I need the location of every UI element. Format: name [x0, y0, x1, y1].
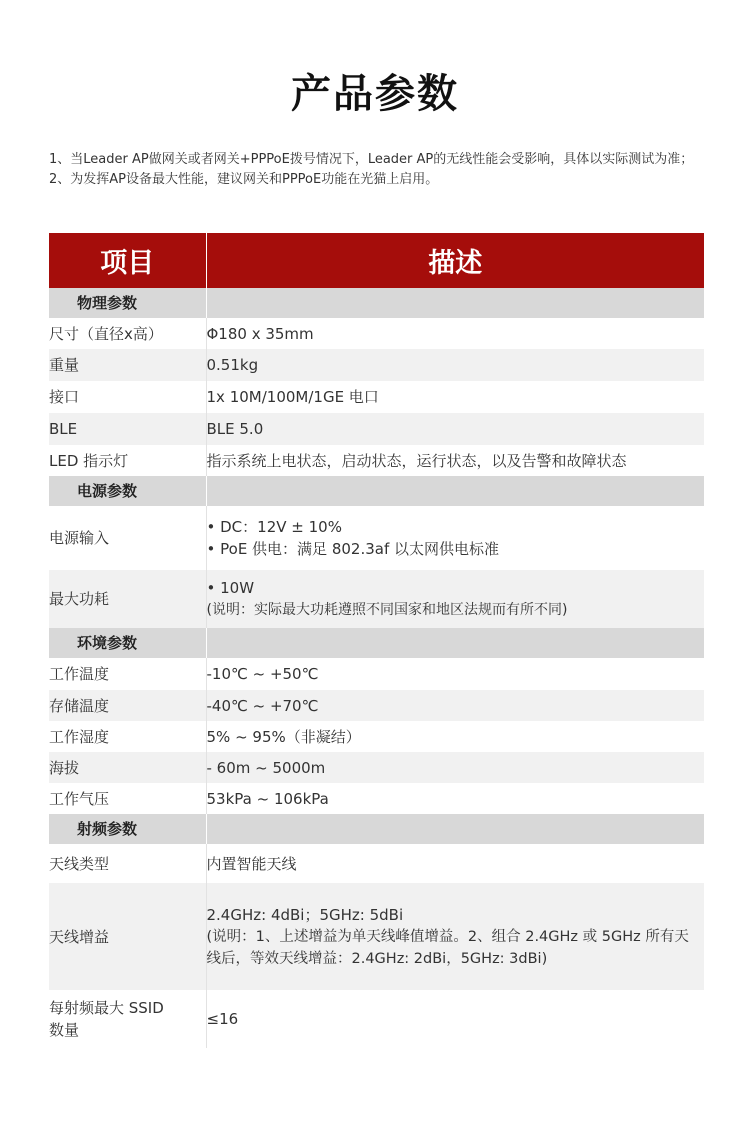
- section-row-physical: [49, 288, 704, 318]
- section-row-power: [49, 476, 704, 506]
- spec-table: [49, 233, 704, 1048]
- row-label: 天线增益: [49, 883, 206, 990]
- section-title: 物理参数: [49, 288, 206, 318]
- row-label: LED 指示灯: [49, 445, 206, 476]
- header-description: 描述: [206, 233, 704, 288]
- row-value: 内置智能天线: [206, 844, 704, 883]
- bullet-line: • 10W: [207, 577, 705, 599]
- table-row: [49, 690, 704, 721]
- row-value: 53kPa ~ 106kPa: [206, 783, 704, 814]
- table-row: [49, 318, 704, 349]
- row-label: 天线类型: [49, 844, 206, 883]
- row-value: 1x 10M/100M/1GE 电口: [206, 381, 704, 413]
- row-value: 5% ~ 95%（非凝结）: [206, 721, 704, 752]
- value-note: (说明：1、上述增益为单天线峰值增益。2、组合 2.4GHz 或 5GHz 所有天线后，等效天线增益：2.4GHz: 2dBi，5GHz: 3dBi): [206, 928, 689, 967]
- row-label: 存储温度: [49, 690, 206, 721]
- table-row: [49, 658, 704, 690]
- row-label: 工作湿度: [49, 721, 206, 752]
- note-1: 1、当Leader AP做网关或者网关+PPPoE拨号情况下，Leader AP的无线性能会受影响，具体以实际测试为准；: [49, 152, 694, 167]
- row-value: 指示系统上电状态，启动状态，运行状态，以及告警和故障状态: [206, 445, 704, 476]
- table-row: [49, 783, 704, 814]
- note-2: 2、为发挥AP设备最大性能，建议网关和PPPoE功能在光猫上启用。: [49, 172, 439, 187]
- table-header-row: [49, 233, 704, 288]
- value-line: 2.4GHz: 4dBi；5GHz: 5dBi: [206, 905, 404, 924]
- table-row: [49, 349, 704, 381]
- bullet-line: • PoE 供电：满足 802.3af 以太网供电标准: [207, 538, 705, 560]
- table-row: [49, 844, 704, 883]
- row-label: 尺寸（直径x高）: [49, 318, 206, 349]
- table-row: [49, 570, 704, 628]
- table-row: [49, 990, 704, 1048]
- row-label: 工作气压: [49, 783, 206, 814]
- row-label: 接口: [49, 381, 206, 413]
- row-value: [206, 570, 704, 628]
- row-value: - 60m ~ 5000m: [206, 752, 704, 783]
- row-value: -10℃ ~ +50℃: [206, 658, 704, 690]
- row-value: -40℃ ~ +70℃: [206, 690, 704, 721]
- row-value: Φ180 x 35mm: [206, 318, 704, 349]
- row-value: ≤16: [206, 990, 704, 1048]
- table-row: [49, 721, 704, 752]
- header-item: 项目: [49, 233, 206, 288]
- row-value: 0.51kg: [206, 349, 704, 381]
- row-value: [206, 506, 704, 570]
- table-row: [49, 883, 704, 990]
- bullet-line: • DC：12V ± 10%: [207, 516, 705, 538]
- row-value: BLE 5.0: [206, 413, 704, 445]
- table-row: [49, 752, 704, 783]
- section-title: 电源参数: [49, 476, 206, 506]
- table-row: [49, 445, 704, 476]
- section-title: 射频参数: [49, 814, 206, 844]
- row-label: 海拔: [49, 752, 206, 783]
- row-label: 每射频最大 SSID 数量: [49, 990, 206, 1048]
- row-value: [206, 883, 704, 990]
- table-row: [49, 381, 704, 413]
- section-row-radio: [49, 814, 704, 844]
- table-row: [49, 413, 704, 445]
- notes: [49, 150, 709, 190]
- row-label: 最大功耗: [49, 570, 206, 628]
- page-title: 产品参数: [291, 71, 459, 117]
- row-label: 重量: [49, 349, 206, 381]
- row-label: 工作温度: [49, 658, 206, 690]
- row-label: 电源输入: [49, 506, 206, 570]
- section-row-environment: [49, 628, 704, 658]
- section-title: 环境参数: [49, 628, 206, 658]
- table-row: [49, 506, 704, 570]
- row-note: (说明：实际最大功耗遵照不同国家和地区法规而有所不同): [206, 602, 568, 618]
- row-label: BLE: [49, 413, 206, 445]
